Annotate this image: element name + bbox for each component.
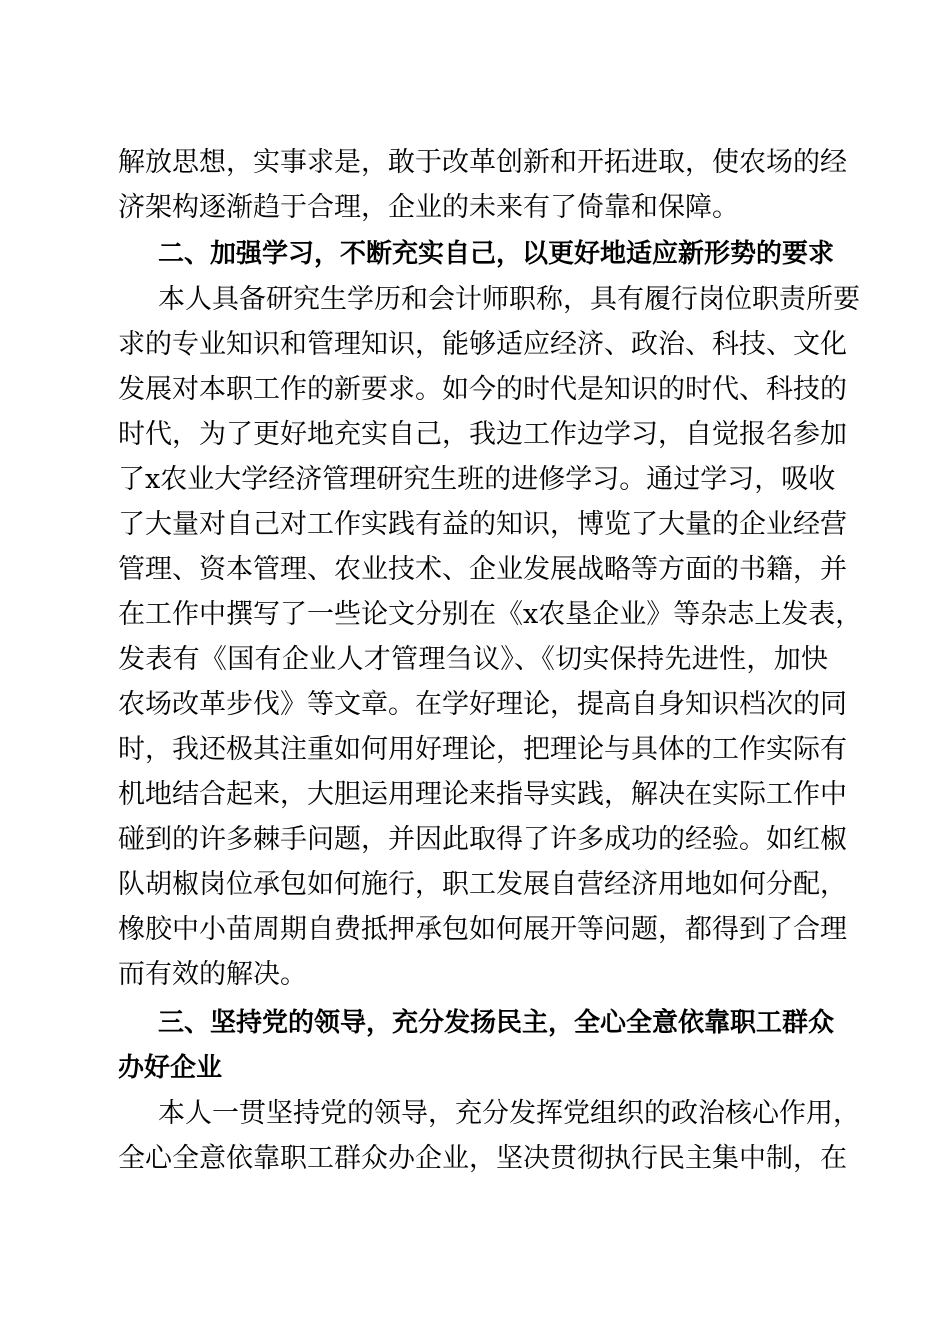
paragraph-line: 橡胶中小苗周期自费抵押承包如何展开等问题，都得到了合理 xyxy=(118,914,847,945)
paragraph-line: 本人一贯坚持党的领导，充分发挥党组织的政治核心作用， xyxy=(158,1098,860,1129)
paragraph-line: 农场改革步伐》等文章。在学好理论，提高自身知识档次的同 xyxy=(118,689,847,720)
paragraph-line: 时代，为了更好地充实自己，我边工作边学习，自觉报名参加 xyxy=(118,419,847,450)
paragraph-line: 求的专业知识和管理知识，能够适应经济、政治、科技、文化 xyxy=(118,329,847,360)
section-3-heading xyxy=(118,1001,835,1091)
paragraph-line: 队胡椒岗位承包如何施行，职工发展自营经济用地如何分配， xyxy=(118,869,847,900)
paragraph-line: 机地结合起来，大胆运用理论来指导实践，解决在实际工作中 xyxy=(118,779,847,810)
intro-paragraph xyxy=(118,140,847,230)
paragraph-line: 本人具备研究生学历和会计师职称，具有履行岗位职责所要 xyxy=(158,284,860,315)
paragraph-line: 济架构逐渐趋于合理，企业的未来有了倚靠和保障。 xyxy=(118,192,739,223)
paragraph-line: 了x农业大学经济管理研究生班的进修学习。通过学习，吸收 xyxy=(118,464,836,495)
paragraph-line: 发展对本职工作的新要求。如今的时代是知识的时代、科技的 xyxy=(118,374,847,405)
section-2-paragraph xyxy=(118,277,863,997)
paragraph-line: 全心全意依靠职工群众办企业，坚决贯彻执行民主集中制，在 xyxy=(118,1143,847,1174)
paragraph-line: 时，我还极其注重如何用好理论，把理论与具体的工作实际有 xyxy=(118,734,847,765)
section-2-heading: 二、加强学习，不断充实自己，以更好地适应新形势的要求 xyxy=(158,239,835,269)
heading-line: 办好企业 xyxy=(118,1053,223,1083)
heading-line: 三、坚持党的领导，充分发扬民主，全心全意依靠职工群众 xyxy=(158,1008,835,1038)
section-3-paragraph xyxy=(118,1091,860,1181)
paragraph-line: 管理、资本管理、农业技术、企业发展战略等方面的书籍，并 xyxy=(118,554,847,585)
paragraph-line: 碰到的许多棘手问题，并因此取得了许多成功的经验。如红椒 xyxy=(118,824,847,855)
paragraph-line: 而有效的解决。 xyxy=(118,959,307,990)
paragraph-line: 发表有《国有企业人才管理刍议》、《切实保持先进性，加快 xyxy=(118,644,828,675)
paragraph-line: 解放思想，实事求是，敢于改革创新和开拓进取，使农场的经 xyxy=(118,147,847,178)
paragraph-line: 在工作中撰写了一些论文分别在《x农垦企业》等杂志上发表， xyxy=(118,599,863,630)
document-page xyxy=(118,140,863,1181)
paragraph-line: 了大量对自己对工作实践有益的知识，博览了大量的企业经营 xyxy=(118,509,847,540)
